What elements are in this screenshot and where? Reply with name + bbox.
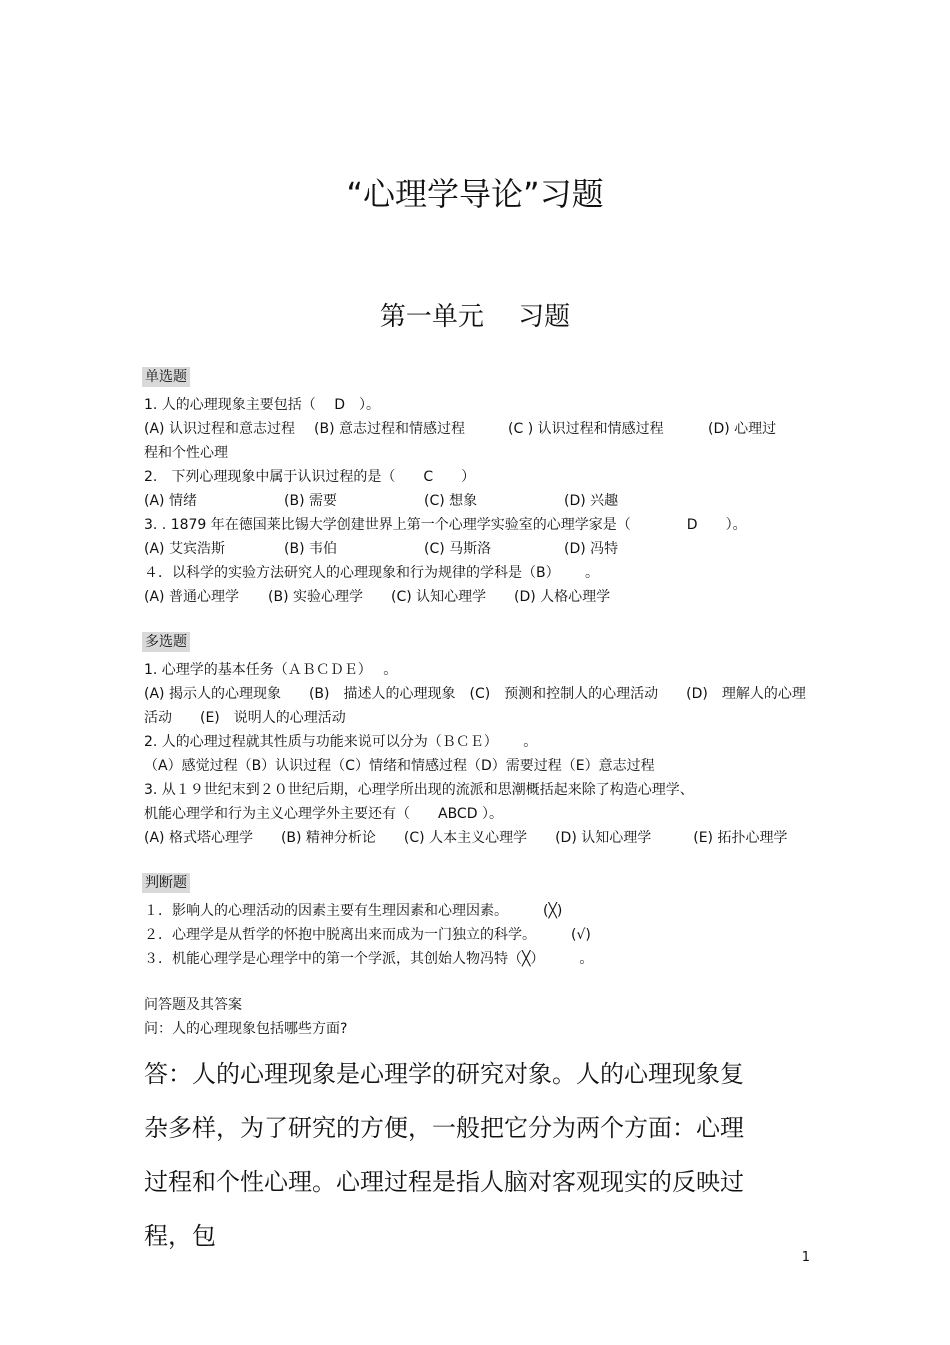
- single-q2-option-c: (C) 想象: [424, 493, 478, 509]
- single-q1: 1. 人的心理现象主要包括（ D ）。: [144, 397, 381, 413]
- judge-item-2: ２．心理学是从哲学的怀抱中脱离出来而成为一门独立的科学。 (√): [144, 927, 591, 943]
- single-q3-option-a: (A) 艾宾浩斯: [144, 541, 225, 557]
- section-heading-single-choice: 单选题: [142, 367, 190, 387]
- multi-q3-options: (A) 格式塔心理学 (B) 精神分析论 (C) 人本主义心理学 (D) 认知心理学 (E) 拓扑心理学: [144, 830, 788, 846]
- single-q4-option-a: (A) 普通心理学: [144, 589, 239, 605]
- page-number: 1: [801, 1250, 810, 1265]
- multi-q1: 1. 心理学的基本任务（ＡＢＣＤＥ） 。: [144, 662, 398, 678]
- single-q3-option-b: (B) 韦伯: [284, 541, 337, 557]
- section-heading-multiple-choice: 多选题: [142, 632, 190, 652]
- single-q4-option-c: (C) 认知心理学: [391, 589, 487, 605]
- single-q2: 2. 下列心理现象中属于认识过程的是（ C ）: [144, 469, 476, 485]
- single-q2-option-b: (B) 需要: [284, 493, 337, 509]
- judge-item-1: １．影响人的心理活动的因素主要有生理因素和心理因素。 (╳): [144, 903, 563, 919]
- single-q2-option-d: (D) 兴趣: [564, 493, 619, 509]
- unit-title: 第一单元 习题: [379, 302, 571, 332]
- single-q3-option-d: (D) 冯特: [564, 541, 619, 557]
- single-q4-option-d: (D) 人格心理学: [514, 589, 611, 605]
- single-q4: ４．以科学的实验方法研究人的心理现象和行为规律的学科是（B） 。: [144, 565, 600, 581]
- multi-q2: 2. 人的心理过程就其性质与功能来说可以分为（ＢＣＥ） 。: [144, 734, 538, 750]
- single-q2-option-a: (A) 情绪: [144, 493, 197, 509]
- qa-answer: 答：人的心理现象是心理学的研究对象。人的心理现象复杂多样，为了研究的方便，一般把它分为两个方面：心理过程和个性心理。心理过程是指人脑对客观现实的反映过程，包: [144, 1060, 744, 1250]
- single-q2-options: [144, 489, 808, 513]
- document-title: “心理学导论”习题: [346, 175, 604, 213]
- section-heading-qa: 问答题及其答案: [144, 997, 242, 1013]
- single-q4-options: [144, 585, 808, 609]
- section-heading-true-false: 判断题: [142, 873, 190, 893]
- single-q3-option-c: (C) 马斯洛: [424, 541, 492, 557]
- multi-q1-options: (A) 揭示人的心理现象 (B) 描述人的心理现象 (C) 预测和控制人的心理活动 (D) 理解人的心理活动 (E) 说明人的心理活动: [144, 686, 806, 726]
- qa-question: 问：人的心理现象包括哪些方面?: [144, 1021, 348, 1037]
- single-q3-options: [144, 537, 808, 561]
- single-q1-option-d: (D) 心理过: [708, 421, 777, 437]
- judge-item-3: ３．机能心理学是心理学中的第一个学派，其创始人物冯特（╳） 。: [144, 951, 594, 967]
- multi-q3-line2: 机能心理学和行为主义心理学外主要还有（ ABCD ）。: [144, 806, 503, 822]
- single-q1-option-c: (C ) 认识过程和情感过程: [508, 421, 664, 437]
- single-q1-option-a: (A) 认识过程和意志过程: [144, 421, 295, 437]
- single-q1-continuation: 程和个性心理: [144, 445, 228, 461]
- single-q3: 3. . 1879 年在德国莱比锡大学创建世界上第一个心理学实验室的心理学家是（ D ）。: [144, 517, 747, 533]
- single-q1-option-b: (B) 意志过程和情感过程: [314, 421, 465, 437]
- multi-q2-options: （A）感觉过程（B）认识过程（C）情绪和情感过程（D）需要过程（E）意志过程: [144, 758, 655, 774]
- single-q1-options: [144, 417, 808, 441]
- multi-q3-line1: 3. 从１９世纪末到２０世纪后期，心理学所出现的流派和思潮概括起来除了构造心理学、: [144, 782, 694, 798]
- single-q4-option-b: (B) 实验心理学: [268, 589, 363, 605]
- document-body: [144, 366, 808, 1263]
